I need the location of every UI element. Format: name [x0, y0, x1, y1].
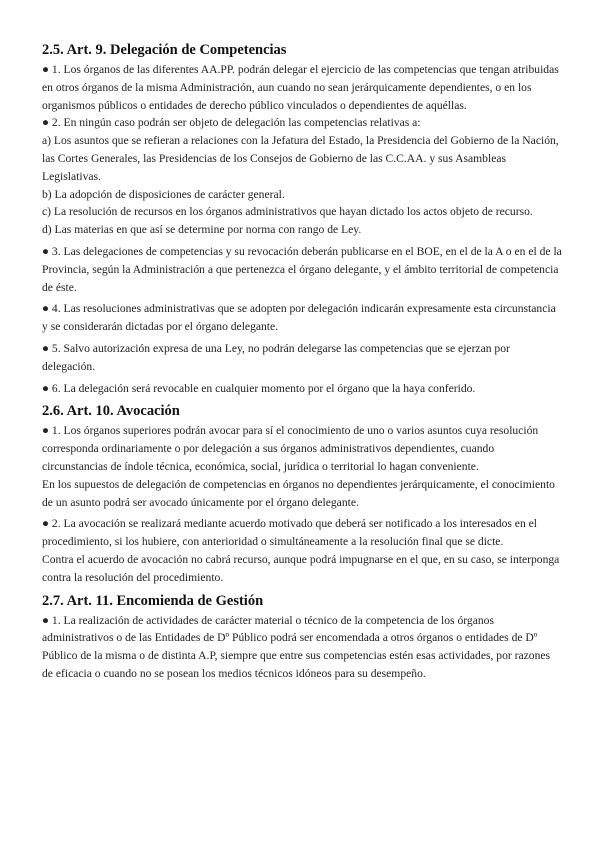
paragraph: ● 1. La realización de actividades de carácter material o técnico de la competencia de los órganos administrativos o de las Entidades de Dº Público podrá ser encomendada a otros órganos o entidades de Dº Público de la misma o de distinta A.P, siempre que entre sus competencias estén esas actividades, por razones de eficacia o cuando no se posean los medios técnicos idóneos para su desempeño. — [42, 613, 551, 680]
list-item: d) Las materias en que así se determine por norma con rango de Ley. — [42, 223, 362, 237]
section-heading: 2.5. Art. 9. Delegación de Competencias — [42, 42, 287, 58]
document-page — [42, 40, 562, 683]
paragraph: ● 1. Los órganos superiores podrán avocar para sí el conocimiento de uno o varios asuntos cuya resolución corresponda ordinariamente o por delegación a sus órganos administrativos dependientes, cuando circunstancias de índole técnica, económica, social, jurídica o territorial lo hagan conveniente. — [42, 424, 539, 473]
list-item: c) La resolución de recursos en los órganos administrativos que hayan dictado los actos objeto de recurso. — [42, 205, 533, 219]
section-encomienda — [42, 591, 562, 683]
list-item: b) La adopción de disposiciones de carácter general. — [42, 187, 285, 201]
paragraph: ● 3. Las delegaciones de competencias y su revocación deberán publicarse en el BOE, en el de la A o en el de la Provincia, según la Administración a que pertenezca el órgano delegante, y el ámbito territorial de competencia de éste. — [42, 244, 562, 294]
section-delegacion — [42, 40, 562, 397]
paragraph: ● 1. Los órganos de las diferentes AA.PP. podrán delegar el ejercicio de las competencias que tengan atribuidas en otros órganos de la misma Administración, aun cuando no sean jerárquicamente dependientes, o en los organismos públicos o entidades de derecho público vinculados o dependientes de aquéllas. — [42, 63, 559, 112]
paragraph: ● 4. Las resoluciones administrativas que se adopten por delegación indicarán expresamente esta circunstancia y se considerarán dictadas por el órgano delegante. — [42, 302, 556, 334]
paragraph: ● 6. La delegación será revocable en cualquier momento por el órgano que la haya conferido. — [42, 381, 476, 395]
section-heading: 2.6. Art. 10. Avocación — [42, 403, 180, 420]
section-heading: 2.7. Art. 11. Encomienda de Gestión — [42, 592, 264, 609]
paragraph: ● 5. Salvo autorización expresa de una Ley, no podrán delegarse las competencias que se ejerzan por delegación. — [42, 341, 510, 373]
paragraph: ● 2. La avocación se realizará mediante acuerdo motivado que deberá ser notificado a los interesados en el procedimiento, si los hubiere, con anterioridad o simultáneamente a la resolución final que se dicte. — [42, 517, 538, 549]
list-item: a) Los asuntos que se refieran a relaciones con la Jefatura del Estado, la Presidencia del Gobierno de la Nación, las Cortes Generales, las Presidencias de los Consejos de Gobierno de las C.C.AA. y sus Asambleas Legislativas. — [42, 134, 559, 183]
paragraph: ● 2. En ningún caso podrán ser objeto de delegación las competencias relativas a: — [42, 116, 421, 130]
paragraph: Contra el acuerdo de avocación no cabrá recurso, aunque podrá impugnarse en el que, en su caso, se interponga contra la resolución del procedimiento. — [42, 552, 560, 584]
section-avocacion — [42, 401, 562, 586]
paragraph: En los supuestos de delegación de competencias en órganos no dependientes jerárquicamente, el conocimiento de un asunto podrá ser avocado únicamente por el órgano delegante. — [42, 477, 555, 509]
